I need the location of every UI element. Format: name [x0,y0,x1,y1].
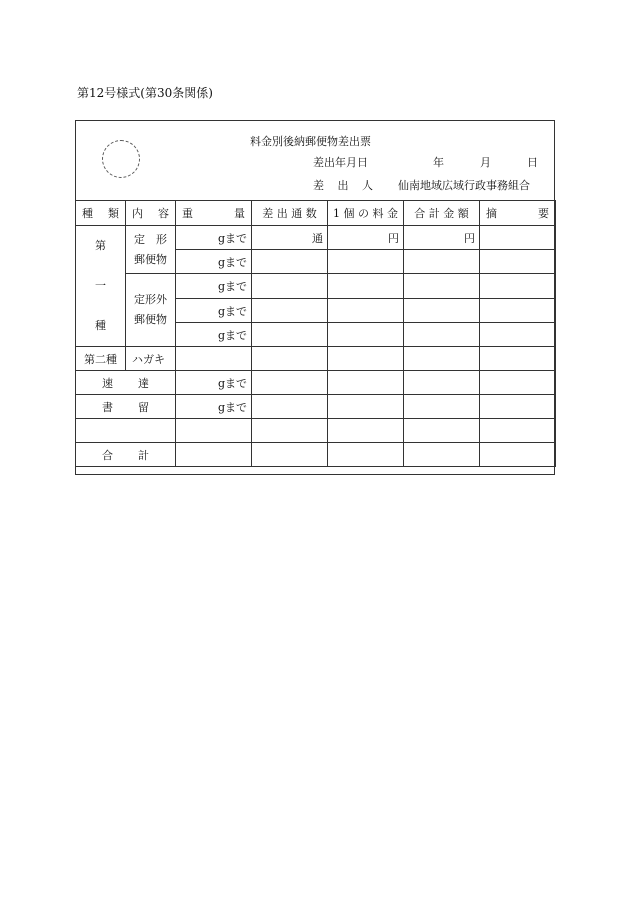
blank-label-cell[interactable] [76,419,176,443]
total-cell[interactable] [404,274,480,299]
memo-cell[interactable] [480,371,556,395]
total-cell[interactable] [404,371,480,395]
memo-cell[interactable] [480,274,556,299]
weight-cell[interactable] [176,443,252,467]
form-frame [75,120,555,475]
count-header: 差 出 通 数 [252,201,328,226]
table-row [76,395,556,419]
weight-cell[interactable]: gまで [176,323,252,347]
weight-cell[interactable]: gまで [176,226,252,250]
form-header [76,121,554,201]
total-cell[interactable] [404,347,480,371]
weight-header: 重 量 [176,201,252,226]
unit-fee-cell[interactable] [328,299,404,323]
unit-fee-cell[interactable] [328,395,404,419]
count-cell[interactable] [252,371,328,395]
weight-cell[interactable]: gまで [176,395,252,419]
total-cell[interactable] [404,395,480,419]
postcard-label: ハガキ [126,347,176,371]
content-header: 内 容 [126,201,176,226]
form-number: 第12号様式(第30条関係) [77,86,213,100]
unit-fee-cell[interactable] [328,371,404,395]
total-cell[interactable] [404,250,480,274]
memo-cell[interactable] [480,395,556,419]
total-row [76,443,556,467]
sender-name: 仙南地域広域行政事務組合 [398,179,530,192]
table-row [76,274,556,299]
table-row [76,347,556,371]
table-row [76,371,556,395]
unit-fee-cell[interactable] [328,419,404,443]
weight-cell[interactable] [176,347,252,371]
seal-circle [102,140,140,178]
memo-cell[interactable] [480,226,556,250]
total-cell[interactable] [404,323,480,347]
weight-cell[interactable]: gまで [176,371,252,395]
total-cell[interactable]: 円 [404,226,480,250]
date-label: 差出年月日 [313,156,368,169]
table-row [76,419,556,443]
weight-cell[interactable]: gまで [176,274,252,299]
first-class-label: 第 一 種 [76,226,126,347]
weight-cell[interactable] [176,419,252,443]
weight-cell[interactable]: gまで [176,250,252,274]
unit-fee-cell[interactable]: 円 [328,226,404,250]
unit-fee-header: 1 個 の 料 金 [328,201,404,226]
memo-cell[interactable] [480,419,556,443]
memo-cell[interactable] [480,347,556,371]
express-label: 速 達 [76,371,176,395]
unit-fee-cell[interactable] [328,443,404,467]
sender-label: 差 出 人 [313,179,378,192]
count-cell[interactable] [252,323,328,347]
total-cell[interactable] [404,443,480,467]
nonstandard-mail-label: 定形外 郵便物 [126,274,176,347]
table-row [76,226,556,250]
standard-mail-label: 定 形 郵便物 [126,226,176,274]
table-header-row [76,201,556,226]
count-cell[interactable] [252,395,328,419]
document-title: 料金別後納郵便物差出票 [250,135,371,148]
kind-header: 種 類 [76,201,126,226]
memo-cell[interactable] [480,299,556,323]
sum-label: 合 計 [76,443,176,467]
year-label: 年 [433,156,444,169]
memo-cell[interactable] [480,323,556,347]
count-cell[interactable] [252,299,328,323]
count-cell[interactable]: 通 [252,226,328,250]
count-cell[interactable] [252,419,328,443]
memo-cell[interactable] [480,250,556,274]
total-header: 合 計 金 額 [404,201,480,226]
second-class-label: 第二種 [76,347,126,371]
month-label: 月 [480,156,491,169]
unit-fee-cell[interactable] [328,274,404,299]
postage-table [75,200,556,467]
total-cell[interactable] [404,419,480,443]
day-label: 日 [527,156,538,169]
unit-fee-cell[interactable] [328,347,404,371]
memo-cell[interactable] [480,443,556,467]
weight-cell[interactable]: gまで [176,299,252,323]
count-cell[interactable] [252,347,328,371]
registered-label: 書 留 [76,395,176,419]
memo-header: 摘 要 [480,201,556,226]
count-cell[interactable] [252,274,328,299]
count-cell[interactable] [252,250,328,274]
unit-fee-cell[interactable] [328,323,404,347]
unit-fee-cell[interactable] [328,250,404,274]
count-cell[interactable] [252,443,328,467]
total-cell[interactable] [404,299,480,323]
